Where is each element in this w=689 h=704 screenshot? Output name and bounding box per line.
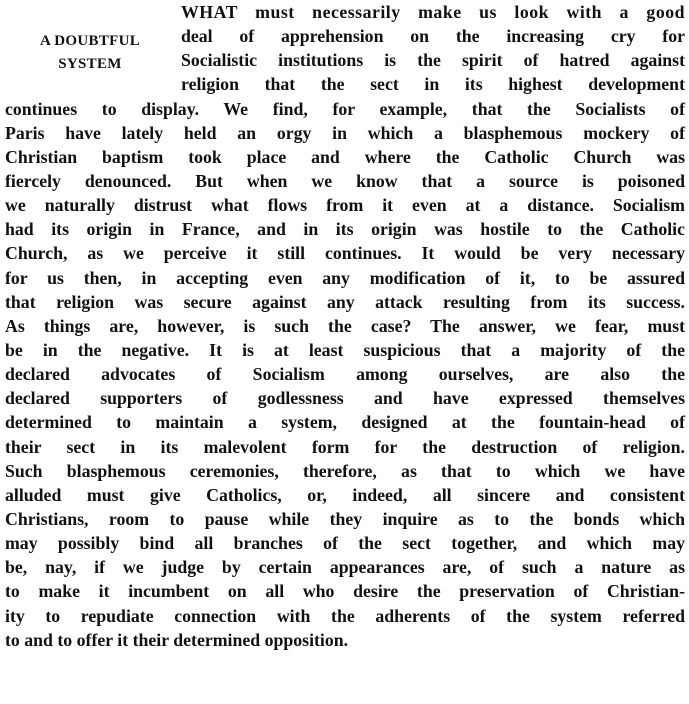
text-line: to make it incumbent on all who desire the preservation of Christian-: [5, 581, 685, 602]
text-line: for us then, in accepting even any modification of it, to be assured: [5, 267, 685, 288]
text-line: that religion was secure against any attack resulting from its success.: [5, 291, 685, 312]
text-line: Christians, room to pause while they inquire as to the bonds which: [5, 508, 685, 529]
side-heading-line-1: A DOUBTFUL: [39, 33, 141, 49]
side-heading-line-2: SYSTEM: [58, 56, 122, 72]
text-line: continues to display. We find, for example, that the Socialists of: [5, 98, 685, 119]
text-line: fiercely denounced. But when we know that a source is poisoned: [5, 170, 685, 191]
text-line: Church, as we perceive it still continues. It would be very necessary: [5, 243, 685, 264]
text-line: be in the negative. It is at least suspicious that a majority of the: [5, 339, 685, 360]
text-line: deal of apprehension on the increasing cry for: [181, 26, 685, 47]
text-line: Socialistic institutions is the spirit of hatred against: [181, 50, 685, 71]
text-line: ity to repudiate connection with the adherents of the system referred: [5, 605, 685, 626]
article-body: [5, 0, 685, 652]
text-line: be, nay, if we judge by certain appearances are, of such a nature as: [5, 557, 685, 578]
text-line: had its origin in France, and in its origin was hostile to the Catholic: [5, 219, 685, 240]
text-line: determined to maintain a system, designed at the fountain-head of: [5, 412, 685, 433]
text-line: WHAT must necessarily make us look with a good: [181, 2, 685, 22]
text-line: we naturally distrust what flows from it even at a distance. Socialism: [5, 195, 685, 216]
text-line: declared advocates of Socialism among ourselves, are also the: [5, 364, 685, 385]
text-line: declared supporters of godlessness and have expressed themselves: [5, 388, 685, 409]
text-line: alluded must give Catholics, or, indeed, all sincere and consistent: [5, 484, 685, 505]
text-line: As things are, however, is such the case? The answer, we fear, must: [5, 315, 685, 336]
text-line: Paris have lately held an orgy in which a blasphemous mockery of: [5, 122, 685, 143]
text-line: to and to offer it their determined opposition.: [5, 629, 349, 650]
text-line: may possibly bind all branches of the sect together, and which may: [5, 533, 685, 554]
text-line: Such blasphemous ceremonies, therefore, as that to which we have: [5, 460, 685, 481]
text-line: their sect in its malevolent form for the destruction of religion.: [5, 436, 685, 457]
text-line: religion that the sect in its highest development: [181, 74, 685, 95]
text-line: Christian baptism took place and where the Catholic Church was: [5, 146, 685, 167]
